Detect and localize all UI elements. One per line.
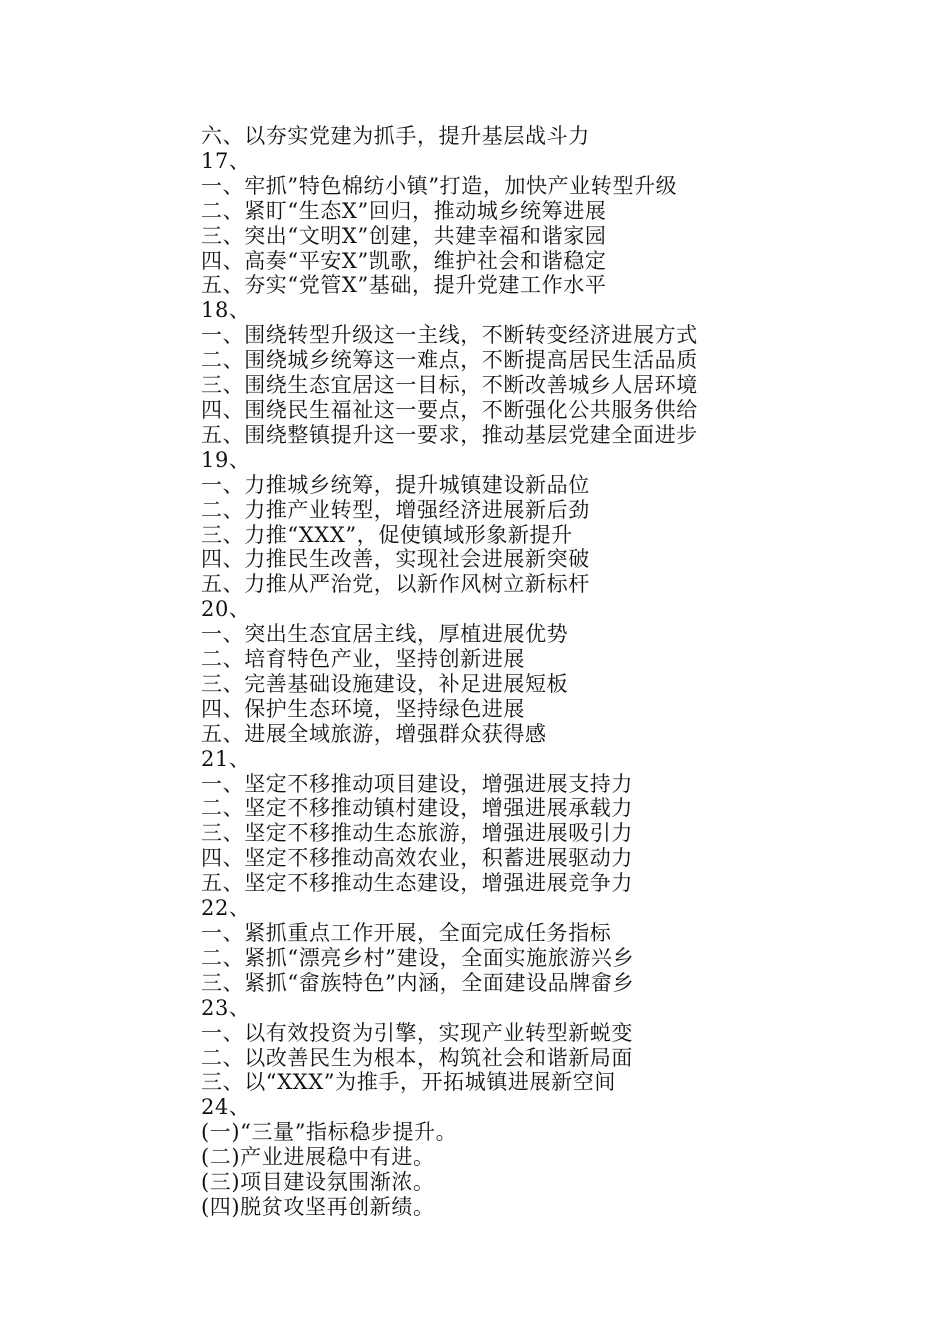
section-number: 20、 (201, 597, 251, 622)
text-line: 一、紧抓重点工作开展，全面完成任务指标 (201, 921, 612, 945)
text-line: 五、进展全域旅游，增强群众获得感 (201, 721, 547, 746)
document-body (201, 124, 901, 1220)
text-line: 一、围绕转型升级这一主线，不断转变经济进展方式 (201, 323, 698, 348)
section-number: 22、 (201, 896, 251, 921)
text-line: 三、突出“文明X”创建，共建幸福和谐家园 (201, 223, 607, 248)
text-line: 六、以夯实党建为抓手，提升基层战斗力 (201, 124, 590, 148)
section-number: 21、 (201, 746, 251, 771)
text-line: 二、紧盯“生态X”回归，推动城乡统筹进展 (201, 198, 607, 223)
text-line: 五、力推从严治党，以新作风树立新标杆 (201, 572, 590, 597)
text-line: 一、牢抓”特色棉纺小镇”打造，加快产业转型升级 (201, 173, 678, 198)
text-line: 一、以有效投资为引擎，实现产业转型新蜕变 (201, 1020, 633, 1045)
text-line: 四、高奏“平安X”凯歌，维护社会和谐稳定 (201, 248, 607, 273)
section-number: 19、 (201, 447, 251, 472)
text-line: (二)产业进展稳中有进。 (201, 1145, 435, 1170)
text-line: 四、坚定不移推动高效农业，积蓄进展驱动力 (201, 846, 633, 871)
text-line: 四、保护生态环境，坚持绿色进展 (201, 696, 525, 721)
text-line: 五、夯实“党管X”基础，提升党建工作水平 (201, 273, 607, 298)
text-line: 四、力推民生改善，实现社会进展新突破 (201, 547, 590, 572)
text-line: (一)“三量”指标稳步提升。 (201, 1120, 458, 1145)
text-line: 二、以改善民生为根本，构筑社会和谐新局面 (201, 1045, 633, 1070)
text-line: 三、紧抓“畲族特色”内涵，全面建设品牌畲乡 (201, 970, 635, 995)
text-line: 二、围绕城乡统筹这一难点，不断提高居民生活品质 (201, 348, 698, 373)
text-line: 二、培育特色产业，坚持创新进展 (201, 647, 525, 672)
text-line: 一、突出生态宜居主线，厚植进展优势 (201, 622, 569, 647)
text-line: 三、力推“XXX”，促使镇域形象新提升 (201, 522, 573, 547)
section-number: 17、 (201, 148, 251, 173)
text-line: (四)脱贫攻坚再创新绩。 (201, 1194, 435, 1219)
text-line: 二、紧抓“漂亮乡村”建设，全面实施旅游兴乡 (201, 945, 635, 970)
text-line: 二、坚定不移推动镇村建设，增强进展承载力 (201, 796, 633, 821)
section-number: 18、 (201, 298, 251, 323)
section-number: 23、 (201, 995, 251, 1020)
text-line: 一、力推城乡统筹，提升城镇建设新品位 (201, 472, 590, 497)
text-line: 三、以“XXX”为推手，开拓城镇进展新空间 (201, 1070, 616, 1095)
text-line: 一、坚定不移推动项目建设，增强进展支持力 (201, 771, 633, 796)
text-line: 三、围绕生态宜居这一目标，不断改善城乡人居环境 (201, 373, 698, 398)
text-line: (三)项目建设氛围渐浓。 (201, 1170, 435, 1195)
text-line: 三、完善基础设施建设，补足进展短板 (201, 671, 569, 696)
text-line: 三、坚定不移推动生态旅游，增强进展吸引力 (201, 821, 633, 846)
text-line: 二、力推产业转型，增强经济进展新后劲 (201, 497, 590, 522)
section-number: 24、 (201, 1095, 251, 1120)
text-line: 五、围绕整镇提升这一要求，推动基层党建全面进步 (201, 422, 698, 447)
text-line: 五、坚定不移推动生态建设，增强进展竞争力 (201, 871, 633, 896)
text-line: 四、围绕民生福祉这一要点，不断强化公共服务供给 (201, 397, 698, 422)
